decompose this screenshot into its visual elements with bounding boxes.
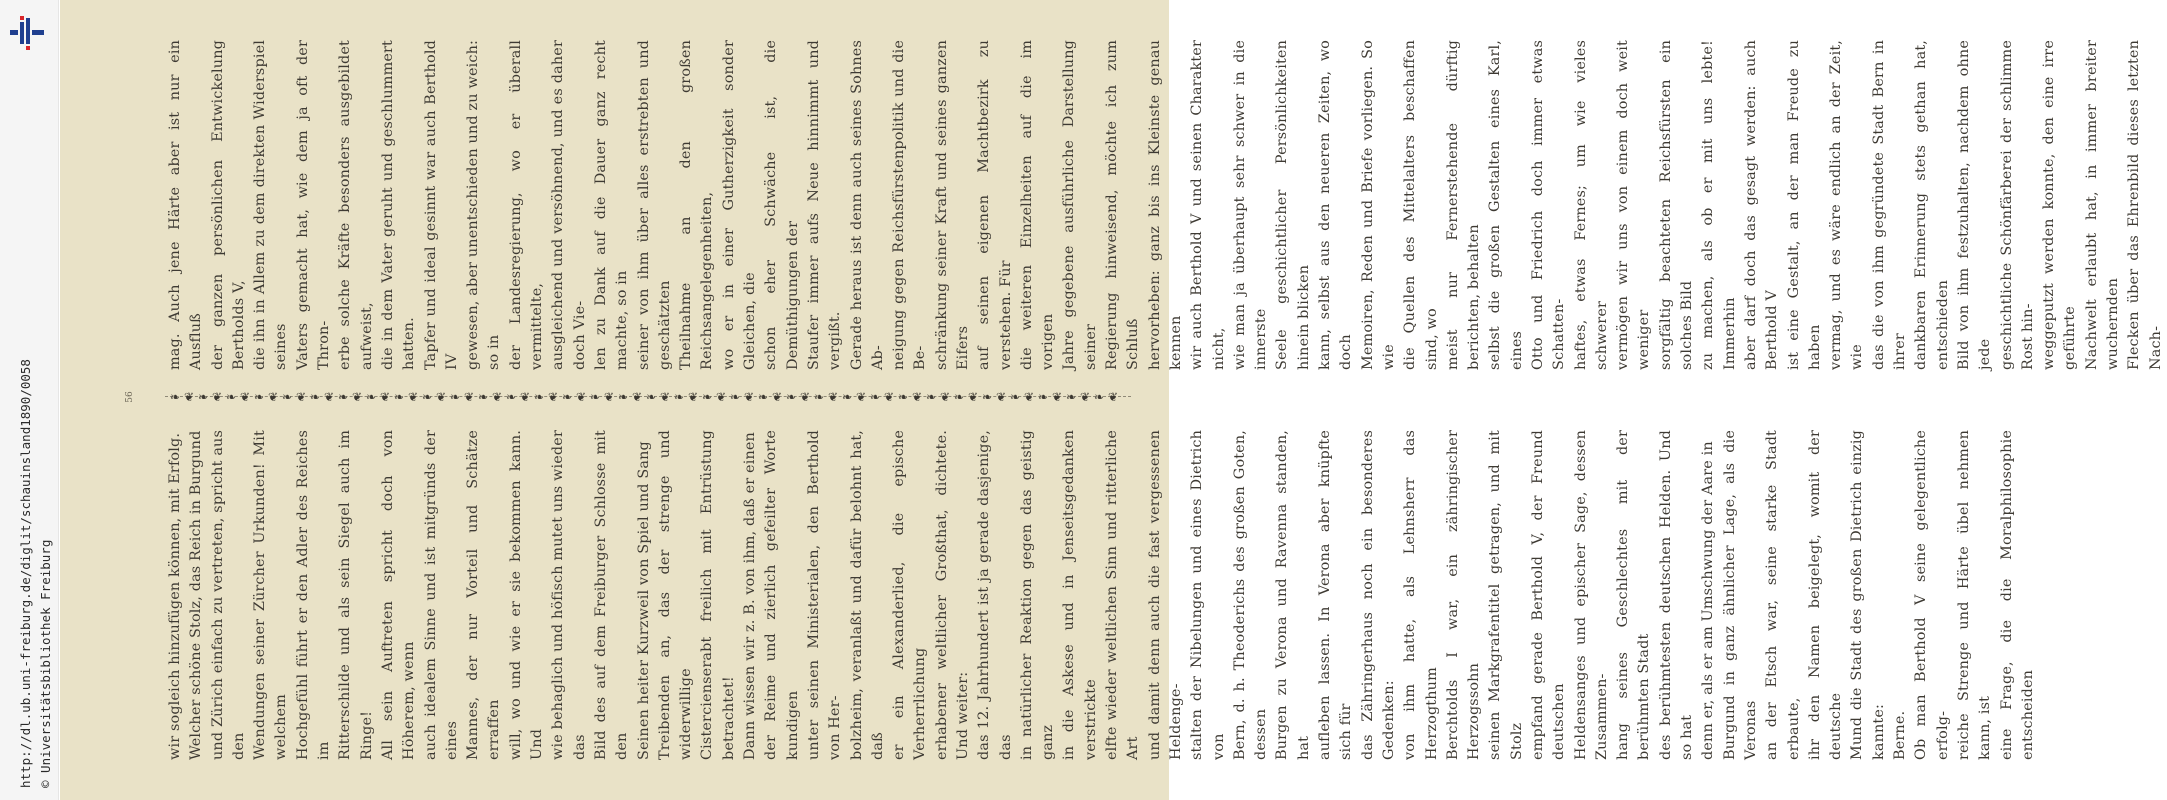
- fleuron-ornament-icon: ❧: [281, 390, 293, 404]
- ub-freiburg-logo-icon[interactable]: [6, 12, 46, 52]
- fleuron-ornament-icon: ❦: [1051, 390, 1063, 404]
- fleuron-ornament-icon: ❧: [1065, 390, 1077, 404]
- fleuron-ornament-icon: ❧: [617, 390, 629, 404]
- fleuron-ornament-icon: ❦: [1023, 390, 1035, 404]
- fleuron-ornament-icon: ❧: [365, 390, 377, 404]
- permalink-url[interactable]: http://dl.ub.uni-freiburg.de/diglit/schauinsland1890/0058: [18, 359, 33, 788]
- fleuron-ornament-icon: ❧: [169, 390, 181, 404]
- fleuron-ornament-icon: ❧: [337, 390, 349, 404]
- text-column-left: wir sogleich hinzufügen können, mit Erfolg. Welcher schöne Stolz, das Reich in Burgund und Zürich einfach zu vertreten, spricht aus den Wendungen seiner Zürcher Urkunden! Mit welchem Hochgefühl führt er den Adler des Reiches im Ritterschilde und als sein Siegel auch im Ringe! All sein Auftreten spricht doch von Höherem, wenn auch idealem Sinne und ist mitgründs der eines Mannes, der nur Vorteil und Schätze erraffen will, wo und wie er sie bekommen kann. Und wie behaglich und höfisch mutet uns wieder das Bild des auf dem Freiburger Schlosse mit den Seinen heiter Kurzweil von Spiel und Sang Treibenden an, das der strenge und widerwillige Cistercienserabt freilich mit Entrüstung betrachtet! Dann wissen wir z. B. von ihm, daß er einen der Reime und zierlich gefeilter Worte kundigen unter seinen Ministerialen, den Berthold von Her- bolzheim, veranlaßt und dafür belohnt hat, daß er ein Alexanderlied, die epische Verherrlichung erhabener weltlicher Großthat, dichtete. Und weiter: das 12. Jahrhundert ist ja gerade dasjenige, das in natürlicher Reaktion gegen das geistig ganz in die Askese und in Jenseitsgedanken verstrickte elfte wieder weltlichen Sinn und ritterliche Art und damit denn auch die fast vergessenen Heldenge- stalten der Nibelungen und eines Dietrich von Bern, d. h. Theoderichs des großen Goten, dessen Burgen zu Verona und Ravenna standen, hat aufleben lassen. In Verona aber knüpfte sich für das Zähringerhaus noch ein besonderes Gedenken: von ihm hatte, als Lehnsherr das Herzogthum Berchtolds I war, ein zähringischer Herzogssohn seinen Markgrafentitel getragen, und mit Stolz empfand gerade Berthold V, der Freund deutschen Heldensanges und epischer Sage, dessen Zusammen- hang seines Geschlechtes mit der berühmten Stadt des berühmtesten deutschen Helden. Und so hat denn er, als er am Umschwung der Aare in Burgund in ganz ähnlicher Lage, als die Veronas an der Etsch war, seine starke Stadt erbaute, ihr den Namen beigelegt, womit der deutsche Mund die Stadt des großen Dietrich einzig kannte: Berne. Ob man Berthold V seine gelegentliche erfolg- reiche Strenge und Härte übel nehmen kann, ist eine Frage, die die Moralphilosophie entscheiden: [167, 430, 2036, 760]
- fleuron-ornament-icon: ❧: [589, 390, 601, 404]
- fleuron-ornament-icon: ❧: [1093, 390, 1105, 404]
- fleuron-ornament-icon: ❦: [295, 390, 307, 404]
- fleuron-ornament-icon: ❦: [771, 390, 783, 404]
- fleuron-ornament-icon: ❦: [463, 390, 475, 404]
- fleuron-ornament-icon: ❦: [1107, 390, 1119, 404]
- viewer-sidebar: [0, 0, 59, 800]
- fleuron-ornament-icon: ❦: [351, 390, 363, 404]
- fleuron-ornament-icon: ❧: [309, 390, 321, 404]
- fleuron-ornament-icon: ❦: [435, 390, 447, 404]
- copyright-notice: © Universitätsbibliothek Freiburg: [38, 539, 53, 788]
- fleuron-ornament-icon: ❧: [1037, 390, 1049, 404]
- fleuron-ornament-icon: ❦: [575, 390, 587, 404]
- fleuron-ornament-icon: ❧: [505, 390, 517, 404]
- text-column-right: mag. Auch jene Härte aber ist nur ein Ausfluß der ganzen persönlichen Entwickelung Bertholds V, die ihn in Allem zu dem direkten Widerspiel seines Vaters gemacht hat, wie dem ja oft der Thron- erbe solche Kräfte besonders ausgebildet aufweist, die in dem Vater geruht und geschlummert hatten. Tapfer und ideal gesinnt war auch Berthold IV gewesen, aber unentschieden und zu weich: so in der Landesregierung, wo er überall vermittelte, ausgleichend und versöhnend, und es daher doch Vie- len zu Dank auf die Dauer ganz recht machte, so in seiner von ihm über alles erstrebten und geschätzten Theilnahme an den großen Reichsangelegenheiten, wo er in einer Gutherzigkeit sonder Gleichen, die schon eher Schwäche ist, die Demüthigungen der Staufer immer aufs Neue hinnimmt und vergißt. Gerade heraus ist denn auch seines Sohnes Ab- neigung gegen Reichsfürstenpolitik und die Be- schränkung seiner Kraft und seines ganzen Eifers auf seinen eigenen Machtbezirk zu verstehen. Für die weiteren Einzelheiten auf die im vorigen Jahre gegebene ausführliche Darstellung seiner Regierung hinweisend, möchte ich zum Schluß hervorheben: ganz bis ins Kleinste genau kennen wir auch Berthold V und seinen Charakter nicht, wie man ja überhaupt sehr schwer in die innerste Seele geschichtlicher Persönlichkeiten hinein blicken kann, selbst aus den neueren Zeiten, wo doch Memoiren, Reden und Briefe vorliegen. So wie die Quellen des Mittelalters beschaffen sind, wo meist nur Fernerstehende dürftig berichten, behalten selbst die großen Gestalten eines Karl, eines Otto und Friedrich doch immer etwas Schatten- haftes, etwas Fernes; um wie vieles schwerer vermögen wir uns von einem doch weit weniger sorgfältig beachteten Reichsfürsten ein solches Bild zu machen, als ob er mit uns lebte! Immerhin aber darf doch das gesagt werden: auch Berthold V ist eine Gestalt, an der man Freude zu haben vermag, und es wäre endlich an der Zeit, wie das die von ihm gegründete Stadt Bern in ihrer dankbaren Erinnerung stets gethan hat, entschieden Bild von ihm festzuhalten, nachdem ohne jede geschichtliche Schönfärberei der schlimme Rost hin- weggeputzt werden konnte, den eine irre geführte Nachwelt erlaubt hat, in immer breiter wuchernden Flecken über das Ehrenbild dieses letzten Nach-: [167, 40, 2164, 370]
- fleuron-ornament-icon: ❧: [925, 390, 937, 404]
- fleuron-ornament-icon: ❧: [533, 390, 545, 404]
- scanned-page: [60, 0, 2164, 800]
- fleuron-ornament-icon: ❦: [323, 390, 335, 404]
- fleuron-ornament-icon: ❧: [645, 390, 657, 404]
- fleuron-ornament-icon: ❧: [421, 390, 433, 404]
- page-number: 56: [125, 391, 135, 403]
- fleuron-ornament-icon: ❦: [939, 390, 951, 404]
- fleuron-ornament-icon: ❧: [813, 390, 825, 404]
- page-scan-rotated: [60, 0, 2164, 800]
- fleuron-ornament-icon: ❧: [673, 390, 685, 404]
- fleuron-ornament-icon: ❧: [757, 390, 769, 404]
- fleuron-ornament-icon: ❦: [519, 390, 531, 404]
- fleuron-ornament-icon: ❧: [1009, 390, 1021, 404]
- fleuron-ornament-icon: ❧: [953, 390, 965, 404]
- fleuron-ornament-icon: ❧: [449, 390, 461, 404]
- fleuron-ornament-icon: ❧: [981, 390, 993, 404]
- fleuron-ornament-icon: ❧: [561, 390, 573, 404]
- fleuron-ornament-icon: ❧: [729, 390, 741, 404]
- fleuron-ornament-icon: ❧: [897, 390, 909, 404]
- fleuron-ornament-icon: ❧: [393, 390, 405, 404]
- fleuron-ornament-icon: ❦: [967, 390, 979, 404]
- fleuron-ornament-icon: ❧: [225, 390, 237, 404]
- fleuron-ornament-icon: ❦: [743, 390, 755, 404]
- fleuron-ornament-icon: ❦: [183, 390, 195, 404]
- fleuron-ornament-icon: ❦: [687, 390, 699, 404]
- fleuron-ornament-icon: ❦: [715, 390, 727, 404]
- fleuron-ornament-icon: ❦: [407, 390, 419, 404]
- sidebar-citation: [16, 359, 56, 788]
- fleuron-ornament-icon: ❦: [379, 390, 391, 404]
- fleuron-ornament-icon: ❧: [701, 390, 713, 404]
- fleuron-ornament-icon: ❦: [799, 390, 811, 404]
- fleuron-ornament-icon: ❧: [477, 390, 489, 404]
- fleuron-ornament-icon: ❦: [995, 390, 1007, 404]
- fleuron-ornament-icon: ❧: [785, 390, 797, 404]
- fleuron-ornament-icon: ❦: [911, 390, 923, 404]
- fleuron-ornament-icon: ❦: [491, 390, 503, 404]
- fleuron-ornament-icon: ❦: [239, 390, 251, 404]
- fleuron-ornament-icon: ❦: [631, 390, 643, 404]
- fleuron-ornament-icon: ❦: [827, 390, 839, 404]
- fleuron-ornament-icon: ❧: [841, 390, 853, 404]
- fleuron-ornament-icon: ❦: [603, 390, 615, 404]
- fleuron-ornament-icon: ❧: [253, 390, 265, 404]
- fleuron-ornament-icon: ❦: [1079, 390, 1091, 404]
- fleuron-ornament-band: [168, 389, 1128, 405]
- fleuron-ornament-icon: ❦: [659, 390, 671, 404]
- fleuron-ornament-icon: ❦: [267, 390, 279, 404]
- fleuron-ornament-icon: ❦: [883, 390, 895, 404]
- fleuron-ornament-icon: ❧: [869, 390, 881, 404]
- fleuron-ornament-icon: ❦: [211, 390, 223, 404]
- fleuron-ornament-icon: ❧: [197, 390, 209, 404]
- fleuron-ornament-icon: ❦: [855, 390, 867, 404]
- fleuron-ornament-icon: ❦: [547, 390, 559, 404]
